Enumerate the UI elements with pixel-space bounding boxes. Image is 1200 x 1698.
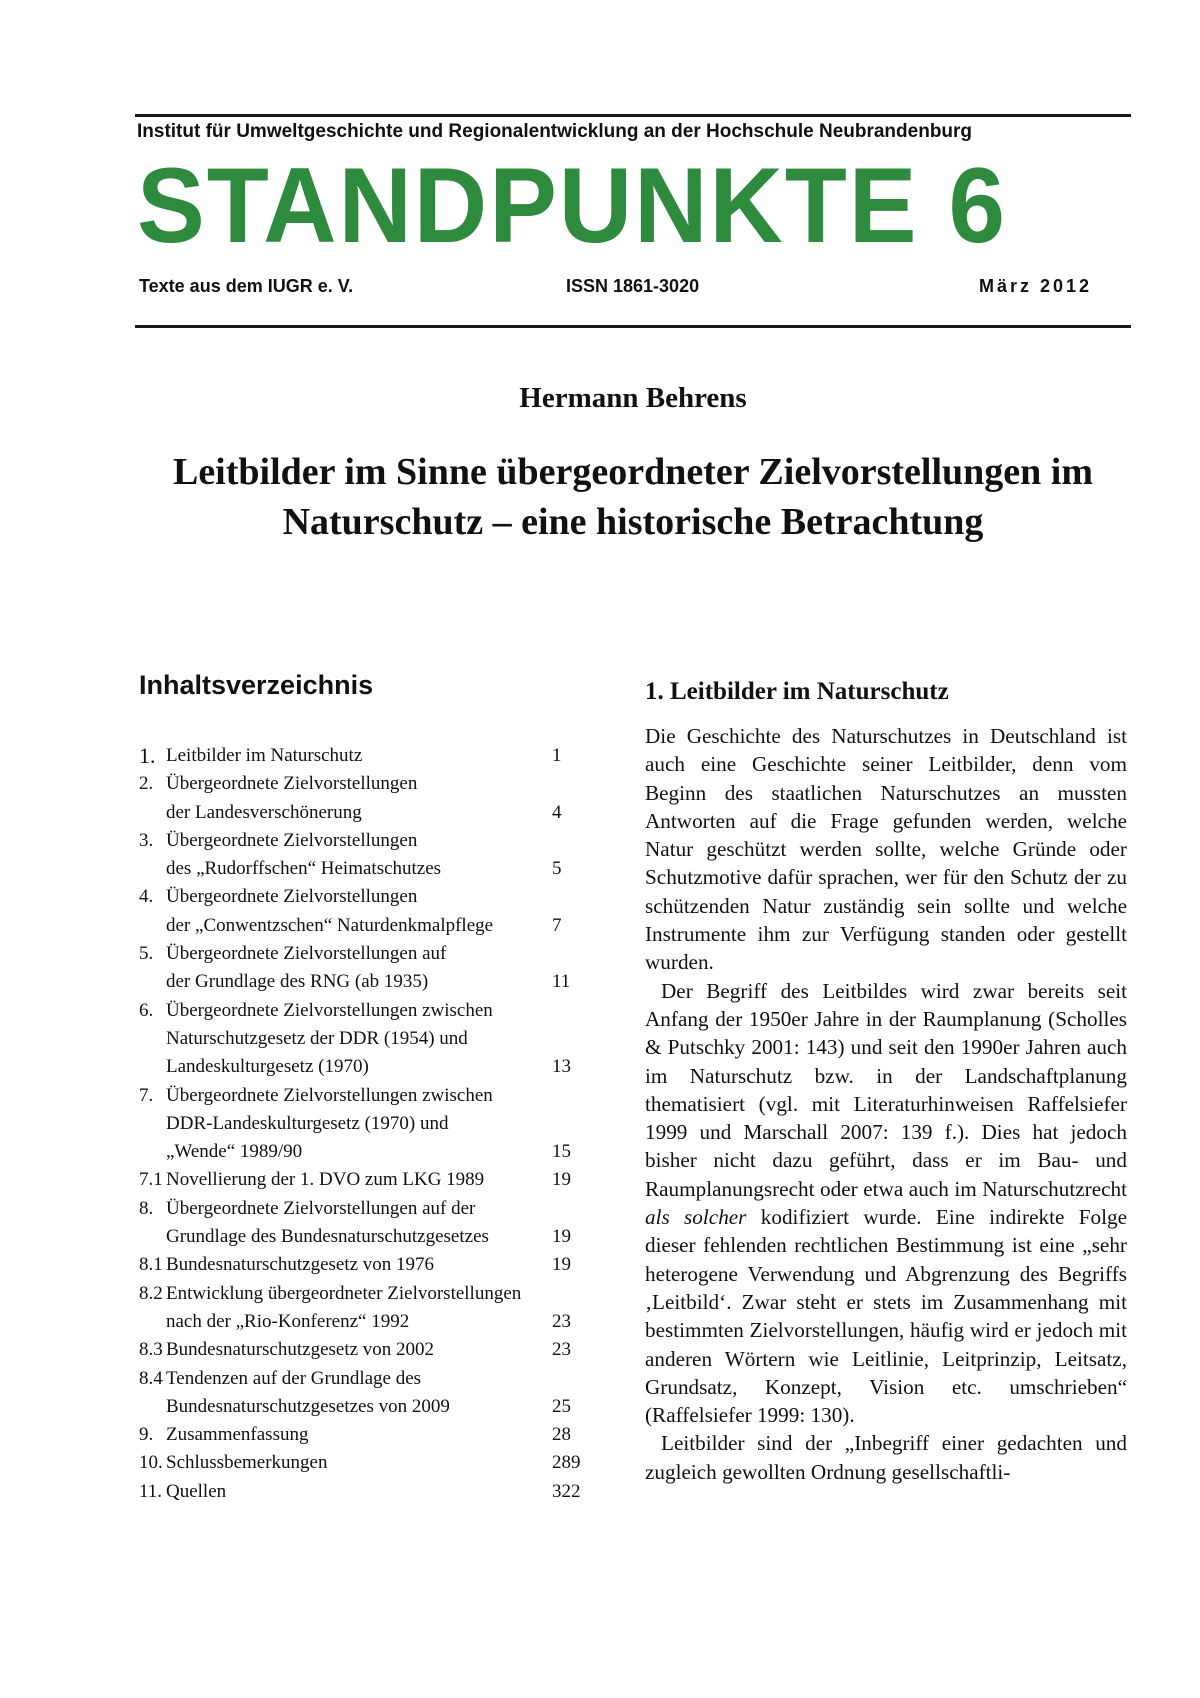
article-title-line-1: Leitbilder im Sinne übergeordneter Zielvorstellungen im <box>172 451 1094 493</box>
toc-page-number: 19 <box>552 1254 571 1276</box>
toc-entry-text: Leitbilder im Naturschutz <box>166 745 363 766</box>
toc-row <box>139 1110 599 1138</box>
article-title <box>130 447 1136 547</box>
toc-row <box>139 883 599 911</box>
toc-row <box>139 855 599 883</box>
toc-number <box>139 1053 166 1081</box>
toc-heading: Inhaltsverzeichnis <box>139 670 374 700</box>
table-of-contents <box>139 742 599 1506</box>
toc-number: 10. <box>139 1452 163 1474</box>
institute-name: Institut für Umweltgeschichte und Regionalentwicklung an der Hochschule Neubrandenburg <box>137 121 973 142</box>
toc-page-number: 1 <box>552 745 562 766</box>
toc-number <box>139 1223 166 1251</box>
toc-row <box>139 1478 599 1506</box>
series-title: STANDPUNKTE 6 <box>137 145 1007 265</box>
toc-entry-text: der Landesverschönerung <box>166 801 362 823</box>
toc-row <box>139 1393 599 1421</box>
paragraph-1: Die Geschichte des Naturschutzes in Deutschland ist auch eine Geschichte seiner Leitbilder, denn vom Beginn des staatlichen Naturschutzes an mussten Antworten auf die Frage gefunden werden, welche Natur geschützt werden sollte, welche Gründe oder Schutzmotive dafür sprachen, wer für den Schutz der zu schützenden Natur zuständig sein sollte und welche Instrumente ihm zur Verfügung standen oder gestellt wurden. <box>645 724 1127 975</box>
toc-page-number: 25 <box>552 1395 571 1417</box>
toc-entry-text: der „Conwentzschen“ Naturdenkmalpflege <box>166 914 494 936</box>
header-top-rule <box>135 114 1131 117</box>
toc-entry-text: Übergeordnete Zielvorstellungen zwischen <box>166 1084 493 1106</box>
toc-row <box>139 1251 599 1279</box>
toc-number: 5. <box>139 943 154 965</box>
toc-number <box>139 1138 166 1166</box>
toc-page-number: 322 <box>552 1480 581 1502</box>
toc-number: 8.2 <box>139 1282 163 1304</box>
paragraph-2-part-b: kodifiziert wurde. Eine indirekte Folge dieser fehlenden rechtlichen Bestimmung ist eine „sehr heterogene Verwendung und Abgrenzung des Begriffs ‚Leitbild‘. Zwar steht er stets im Zusammenhang mit bestimmten Zielvorstellungen, häufig wird er jedoch mit anderen Wörtern wie Leitlinie, Leitprinzip, Leitsatz, Grundsatz, Konzept, Vision etc. umschrieben“ (Raffelsiefer 1999: 130). <box>645 1205 1127 1428</box>
toc-row <box>139 997 599 1025</box>
issue-date: März 2012 <box>979 276 1093 296</box>
toc-entry-text: DDR-Landeskulturgesetz (1970) und <box>166 1112 449 1134</box>
toc-row <box>139 1082 599 1110</box>
toc-number: 7.1 <box>139 1169 163 1191</box>
toc-number: 8. <box>139 1197 154 1219</box>
author-name: Hermann Behrens <box>519 382 747 414</box>
article-title-line-2: Naturschutz – eine historische Betrachtung <box>282 501 984 543</box>
toc-row <box>139 1365 599 1393</box>
toc-row <box>139 1025 599 1053</box>
toc-entry-text: Quellen <box>166 1480 227 1502</box>
toc-row <box>139 1280 599 1308</box>
toc-page-number: 23 <box>552 1339 571 1361</box>
toc-entry-text: Novellierung der 1. DVO zum LKG 1989 <box>166 1169 485 1191</box>
toc-number <box>139 1393 166 1421</box>
toc-row <box>139 912 599 940</box>
toc-entry-text: Übergeordnete Zielvorstellungen auf <box>166 943 447 965</box>
toc-row <box>139 1421 599 1449</box>
toc-entry-text: Entwicklung übergeordneter Zielvorstellungen <box>166 1282 522 1304</box>
header-bottom-rule <box>135 325 1131 328</box>
toc-number <box>139 1308 166 1336</box>
toc-number: 11. <box>139 1480 163 1502</box>
toc-number: 8.1 <box>139 1254 163 1276</box>
toc-entry-text: Übergeordnete Zielvorstellungen zwischen <box>166 999 493 1021</box>
toc-number <box>139 799 166 827</box>
toc-page-number: 7 <box>552 914 562 936</box>
toc-number: 1. <box>139 743 156 768</box>
paragraph-2 <box>645 977 1127 1430</box>
toc-page-number: 289 <box>552 1452 581 1474</box>
toc-page-number: 19 <box>552 1169 571 1191</box>
publisher-line: Texte aus dem IUGR e. V. <box>139 276 354 296</box>
toc-page-number: 11 <box>552 971 571 993</box>
toc-entry-text: des „Rudorffschen“ Heimatschutzes <box>166 858 442 880</box>
body-text <box>645 722 1127 1486</box>
toc-page-number: 13 <box>552 1056 571 1078</box>
paragraph-3: Leitbilder sind der „Inbegriff einer gedachten und zugleich gewollten Ordnung gesellschaftli- <box>645 1431 1127 1484</box>
toc-row <box>139 770 599 798</box>
toc-entry-text: nach der „Rio-Konferenz“ 1992 <box>166 1310 410 1332</box>
toc-entry-text: Bundesnaturschutzgesetzes von 2009 <box>166 1395 450 1417</box>
toc-number <box>139 855 166 883</box>
section-heading: 1. Leitbilder im Naturschutz <box>645 678 949 705</box>
toc-number: 8.3 <box>139 1339 163 1361</box>
toc-number: 7. <box>139 1084 154 1106</box>
toc-entry-text: Übergeordnete Zielvorstellungen <box>166 773 418 795</box>
toc-number <box>139 1025 166 1053</box>
toc-row <box>139 742 599 770</box>
toc-number: 3. <box>139 829 154 851</box>
toc-row <box>139 1195 599 1223</box>
toc-number: 9. <box>139 1424 154 1446</box>
toc-page-number: 4 <box>552 801 562 823</box>
toc-row <box>139 827 599 855</box>
toc-entry-text: Zusammenfassung <box>166 1424 309 1446</box>
toc-row <box>139 1138 599 1166</box>
toc-entry-text: Grundlage des Bundesnaturschutzgesetzes <box>166 1226 489 1248</box>
toc-entry-text: Schlussbemerkungen <box>166 1452 328 1474</box>
toc-row <box>139 940 599 968</box>
toc-number <box>139 1110 166 1138</box>
toc-row <box>139 1166 599 1194</box>
toc-entry-text: Übergeordnete Zielvorstellungen <box>166 829 418 851</box>
toc-entry-text: Bundesnaturschutzgesetz von 1976 <box>166 1254 435 1276</box>
toc-entry-text: Tendenzen auf der Grundlage des <box>166 1367 422 1389</box>
toc-page-number: 15 <box>552 1141 571 1163</box>
toc-number <box>139 968 166 996</box>
toc-page-number: 28 <box>552 1424 571 1446</box>
toc-row <box>139 799 599 827</box>
paragraph-2-part-a: Der Begriff des Leitbildes wird zwar bereits seit Anfang der 1950er Jahre in der Raumplanung (Scholles & Putschky 2001: 143) und seit den 1990er Jahren auch im Naturschutz bzw. in der Landschaftplanung thematisiert (vgl. mit Literaturhinweisen Raffelsiefer 1999 und Marschall 2007: 139 f.). Dies hat jedoch bisher nicht dazu geführt, dass er im Bau- und Raumplanungsrecht oder etwa auch im Naturschutzrecht <box>645 978 1127 1201</box>
toc-entry-text: Landeskulturgesetz (1970) <box>166 1056 369 1078</box>
toc-page-number: 19 <box>552 1226 571 1248</box>
toc-page-number: 23 <box>552 1310 571 1332</box>
toc-row <box>139 1223 599 1251</box>
toc-row <box>139 1053 599 1081</box>
toc-row <box>139 1449 599 1477</box>
toc-entry-text: Naturschutzgesetz der DDR (1954) und <box>166 1027 468 1049</box>
toc-entry-text: Bundesnaturschutzgesetz von 2002 <box>166 1339 435 1361</box>
toc-number: 6. <box>139 999 154 1021</box>
toc-number: 8.4 <box>139 1367 163 1389</box>
toc-number: 2. <box>139 773 154 795</box>
toc-number: 4. <box>139 886 154 908</box>
toc-entry-text: Übergeordnete Zielvorstellungen <box>166 886 418 908</box>
toc-entry-text: „Wende“ 1989/90 <box>166 1141 303 1163</box>
toc-row <box>139 968 599 996</box>
toc-row <box>139 1308 599 1336</box>
paragraph-2-italic: als solcher <box>645 1205 747 1230</box>
toc-row <box>139 1336 599 1364</box>
toc-entry-text: der Grundlage des RNG (ab 1935) <box>166 971 429 993</box>
toc-page-number: 5 <box>552 858 562 880</box>
toc-entry-text: Übergeordnete Zielvorstellungen auf der <box>166 1197 476 1219</box>
toc-number <box>139 912 166 940</box>
issn: ISSN 1861-3020 <box>566 276 700 296</box>
